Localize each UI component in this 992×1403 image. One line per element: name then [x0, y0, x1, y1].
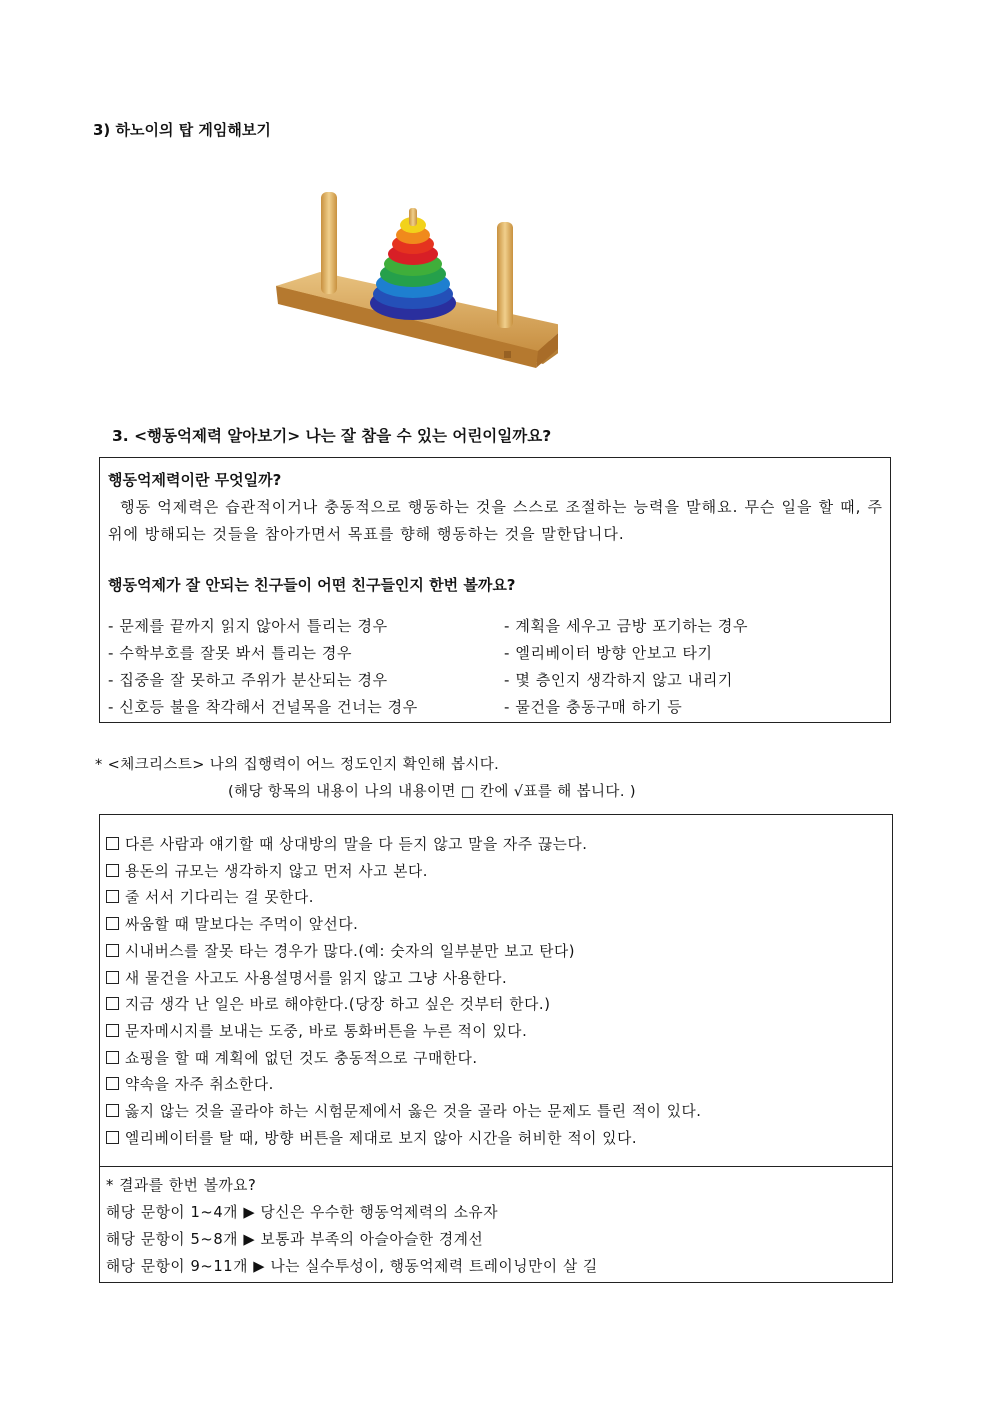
checklist-item: 지금 생각 난 일은 바로 해야한다.(당장 하고 싶은 것부터 한다.) — [106, 992, 702, 1019]
definition-box — [99, 457, 891, 723]
checkbox-icon[interactable] — [106, 944, 119, 957]
list-item: - 수학부호를 잘못 봐서 틀리는 경우 — [108, 644, 353, 662]
checklist-box — [99, 814, 893, 1283]
tower-of-hanoi-image — [268, 186, 558, 378]
checklist-item: 시내버스를 잘못 타는 경우가 많다.(예: 숫자의 일부분만 보고 탄다) — [106, 939, 702, 966]
checklist-item: 옳지 않는 것을 골라야 하는 시험문제에서 옳은 것을 골라 아는 문제도 틀린 적이 있다. — [106, 1099, 702, 1126]
checkbox-icon[interactable] — [106, 971, 119, 984]
checklist-instruction: (해당 항목의 내용이 나의 내용이면 □ 칸에 √표를 해 봅니다. ) — [228, 784, 636, 800]
checkbox-icon[interactable] — [106, 1131, 119, 1144]
list-item: - 집중을 잘 못하고 주위가 분산되는 경우 — [108, 671, 388, 689]
checklist-item: 약속을 자주 취소한다. — [106, 1072, 702, 1099]
checklist-item: 새 물건을 사고도 사용설명서를 읽지 않고 그냥 사용한다. — [106, 966, 702, 993]
checklist-item: 엘리베이터를 탈 때, 방향 버튼을 제대로 보지 않아 시간을 허비한 적이 있다. — [106, 1126, 702, 1153]
checklist-item: 쇼핑을 할 때 계획에 없던 것도 충동적으로 구매한다. — [106, 1046, 702, 1073]
checkbox-icon[interactable] — [106, 1051, 119, 1064]
list-item: - 계획을 세우고 금방 포기하는 경우 — [504, 617, 749, 635]
examples-question: 행동억제가 잘 안되는 친구들이 어떤 친구들인지 한번 볼까요? — [108, 576, 516, 594]
section-heading: 3) 하노이의 탑 게임해보기 — [93, 121, 271, 139]
checklist-title: * <체크리스트> 나의 집행력이 어느 정도인지 확인해 봅시다. — [95, 757, 500, 773]
list-item: - 문제를 끝까지 읽지 않아서 틀리는 경우 — [108, 617, 388, 635]
results-title: * 결과를 한번 볼까요? — [106, 1177, 257, 1194]
checkbox-icon[interactable] — [106, 890, 119, 903]
checklist-item: 싸움할 때 말보다는 주먹이 앞선다. — [106, 912, 702, 939]
definition-title: 행동억제력이란 무엇일까? — [108, 471, 282, 489]
checkbox-icon[interactable] — [106, 1077, 119, 1090]
list-item: - 신호등 불을 착각해서 건널목을 건너는 경우 — [108, 698, 418, 716]
checklist-item: 줄 서서 기다리는 걸 못한다. — [106, 885, 702, 912]
divider — [100, 1166, 892, 1167]
checklist-item: 용돈의 규모는 생각하지 않고 먼저 사고 본다. — [106, 859, 702, 886]
result-line: 해당 문항이 1~4개 ▶ 당신은 우수한 행동억제력의 소유자 — [106, 1204, 499, 1221]
list-item: - 물건을 충동구매 하기 등 — [504, 698, 683, 716]
definition-paragraph: 행동 억제력은 습관적이거나 충동적으로 행동하는 것을 스스로 조절하는 능력을 말해요. 무슨 일을 할 때, 주위에 방해되는 것들을 참아가면서 목표를 향해 행동하는 것을 말한답니다. — [108, 498, 883, 543]
result-line: 해당 문항이 5~8개 ▶ 보통과 부족의 아슬아슬한 경계선 — [106, 1231, 484, 1248]
list-item: - 엘리베이터 방향 안보고 타기 — [504, 644, 713, 662]
result-line: 해당 문항이 9~11개 ▶ 나는 실수투성이, 행동억제력 트레이닝만이 살 길 — [106, 1258, 598, 1275]
examples-left-list — [108, 613, 418, 721]
checkbox-icon[interactable] — [106, 864, 119, 877]
checklist-item: 문자메시지를 보내는 도중, 바로 통화버튼을 누른 적이 있다. — [106, 1019, 702, 1046]
checklist-items — [106, 832, 702, 1152]
checkbox-icon[interactable] — [106, 997, 119, 1010]
checkbox-icon[interactable] — [106, 837, 119, 850]
section3-title: 3. <행동억제력 알아보기> 나는 잘 참을 수 있는 어린이일까요? — [112, 427, 552, 445]
checklist-item: 다른 사람과 얘기할 때 상대방의 말을 다 듣지 않고 말을 자주 끊는다. — [106, 832, 702, 859]
checkbox-icon[interactable] — [106, 917, 119, 930]
examples-right-list — [504, 613, 748, 721]
list-item: - 몇 층인지 생각하지 않고 내리기 — [504, 671, 734, 689]
checkbox-icon[interactable] — [106, 1024, 119, 1037]
results-section — [106, 1172, 598, 1280]
checkbox-icon[interactable] — [106, 1104, 119, 1117]
